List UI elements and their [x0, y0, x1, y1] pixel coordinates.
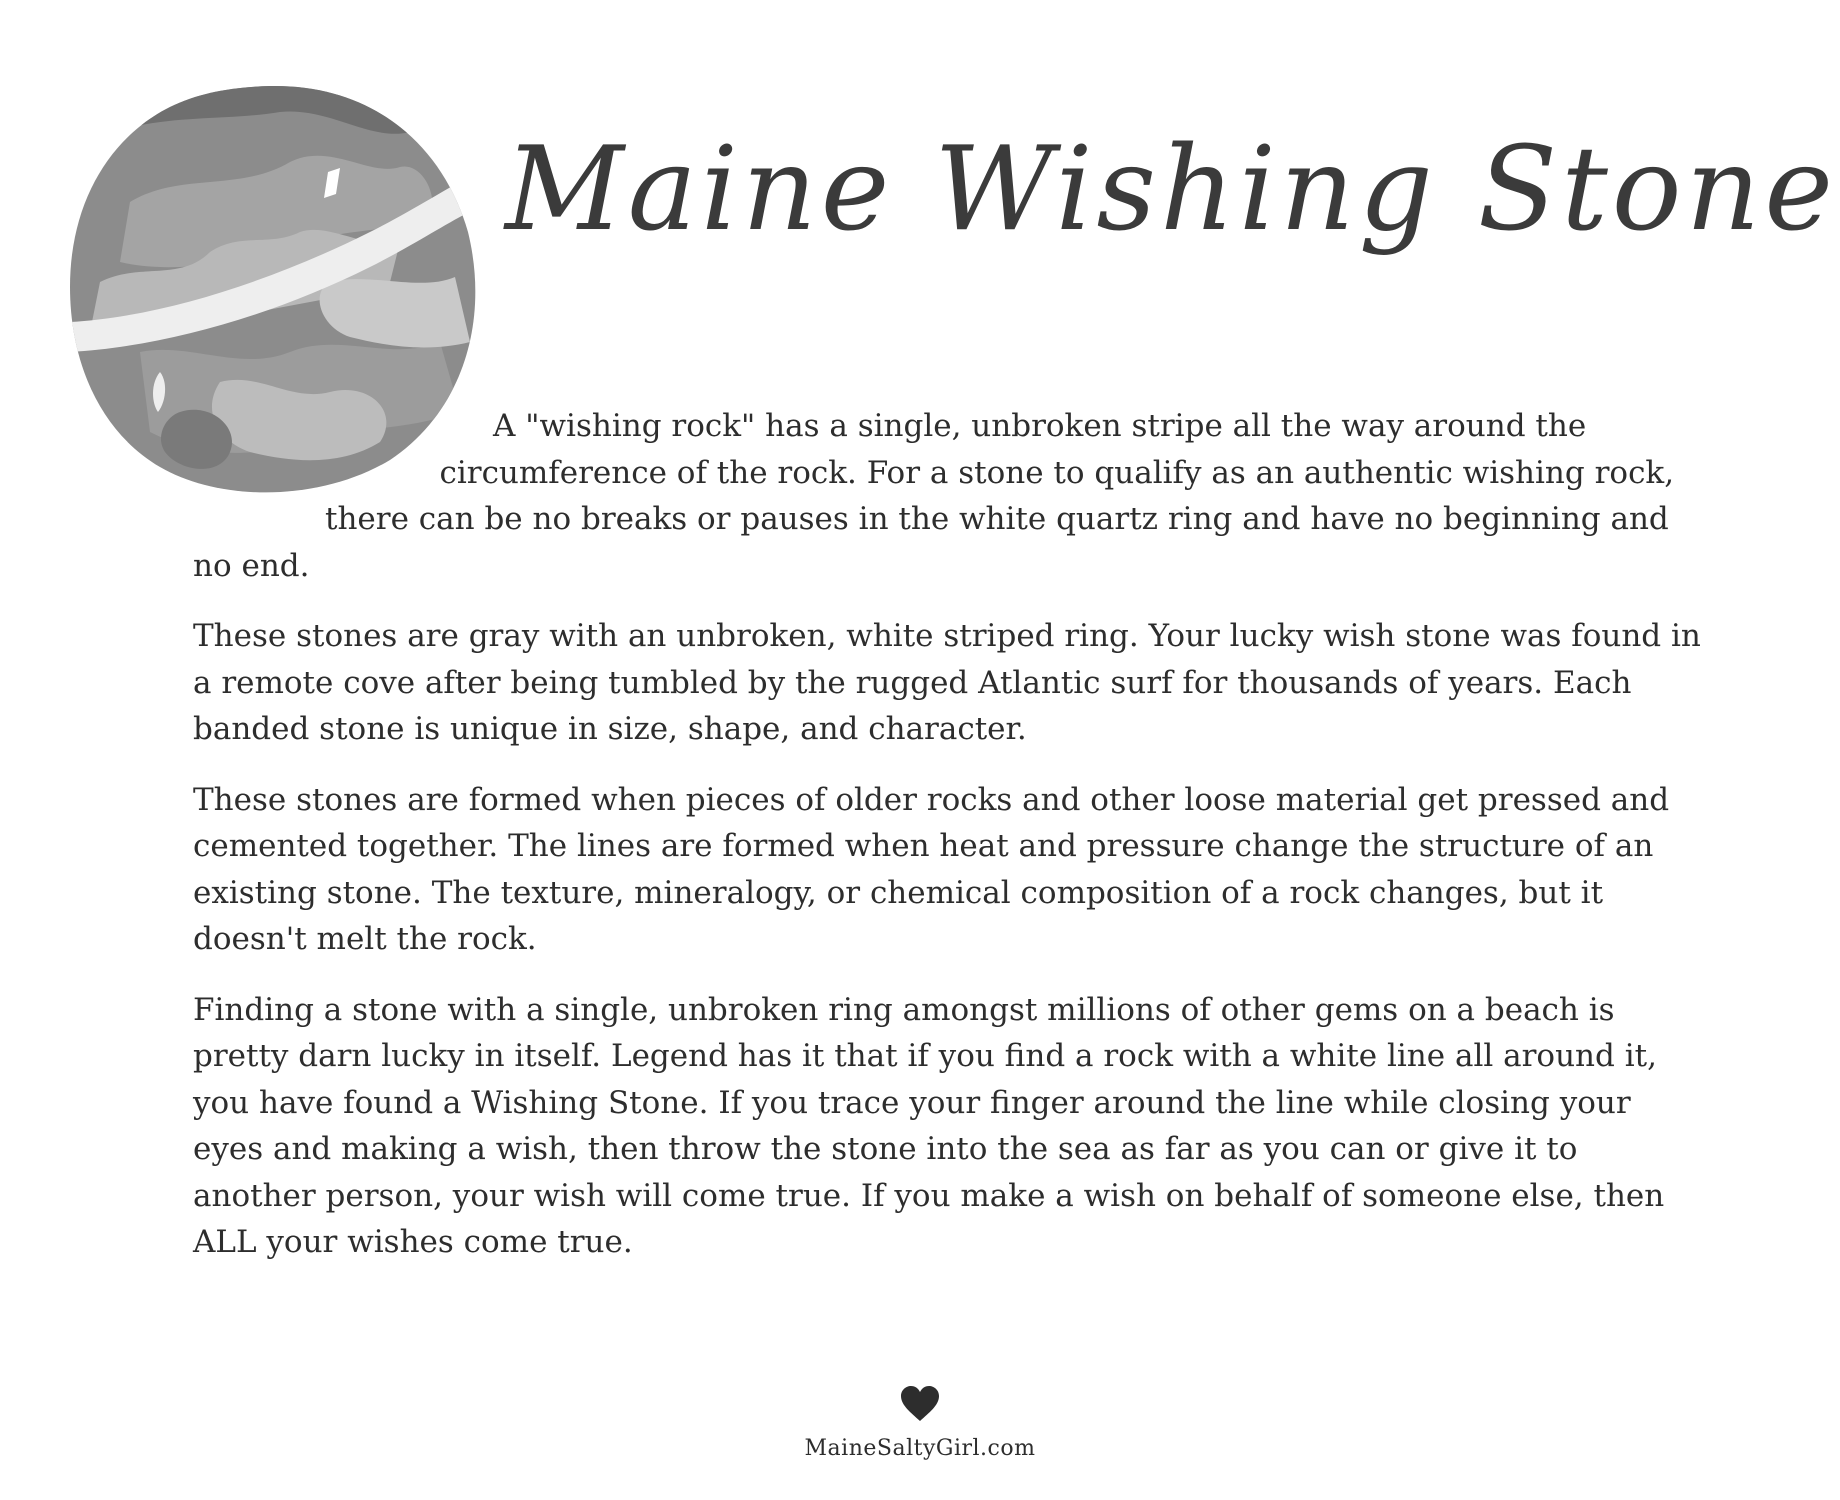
paragraph-3: These stones are formed when pieces of older rocks and other loose material get pressed and cemented together. The lines are formed when heat and pressure change the structure of an existing stone. The texture, mineralogy, or chemical composition of a rock changes, but it doesn't melt the rock. — [193, 781, 1670, 957]
paragraph-1: A "wishing rock" has a single, unbroken stripe all the way around the circumference of the rock. For a stone to qualify as an authentic wishing rock, there can be no breaks or pauses in the white quartz ring and have no beginning and no end. — [193, 408, 1675, 584]
page-title: Maine Wishing Stone — [505, 122, 1838, 257]
paragraph-2: These stones are gray with an unbroken, white striped ring. Your lucky wish stone was found in a remote cove after being tumbled by the rugged Atlantic surf for thousands of years. Each banded stone is unique in size, shape, and character. — [193, 618, 1701, 747]
footer — [0, 1385, 1840, 1461]
paragraph-4: Finding a stone with a single, unbroken ring amongst millions of other gems on a beach is pretty darn lucky in itself. Legend has it that if you find a rock with a white line all around it, you have found a Wishing Stone. If you trace your finger around the line while closing your eyes and making a wish, then throw the stone into the sea as far as you can or give it to another person, your wish will come true. If you make a wish on behalf of someone else, then ALL your wishes come true. — [193, 991, 1665, 1260]
body-text — [193, 403, 1703, 1290]
website-url: MaineSaltyGirl.com — [804, 1436, 1036, 1461]
heart-icon — [900, 1385, 940, 1423]
